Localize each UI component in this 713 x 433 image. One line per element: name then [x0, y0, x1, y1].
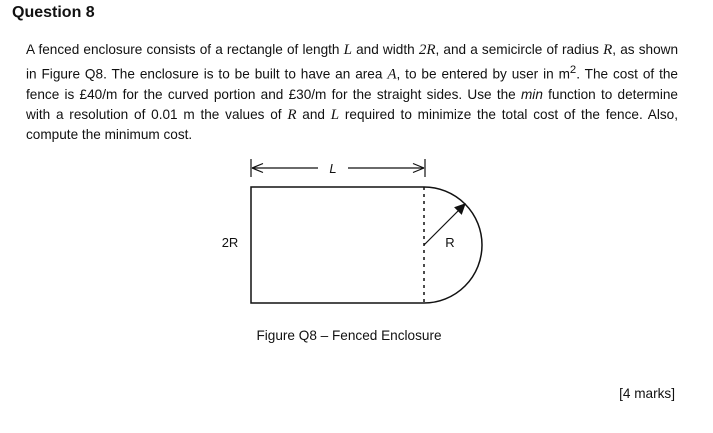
text-part: A fenced enclosure consists of a rectangle of length — [26, 42, 344, 57]
text-part: . The cost of the fence is £40/m for the curved portion and £30/m for the straight sides. Use the — [26, 66, 678, 102]
text-part: required to minimize the total cost of the fence. Also, compute the minimum cost. — [26, 107, 678, 143]
question-heading: Question 8 — [12, 4, 95, 21]
width-label: 2R — [221, 235, 239, 250]
math-radius-var: R — [603, 42, 613, 58]
figure-caption-text: Figure Q8 – Fenced Enclosure — [256, 328, 442, 343]
min-function-name: min — [520, 86, 543, 102]
superscript-two: 2 — [569, 64, 577, 77]
enclosure-figure — [200, 150, 510, 320]
question-text — [26, 40, 678, 146]
math-area-var: A — [387, 66, 397, 83]
length-label: L — [329, 161, 337, 176]
text-part: , to be entered by user in m — [396, 66, 570, 82]
radius-label: R — [445, 235, 455, 250]
text-part: function to determine with a resolution of 0.01 m the values of — [26, 86, 678, 123]
text-part: , and a semicircle of radius — [435, 42, 604, 57]
figure-caption — [0, 328, 713, 343]
math-length-var: L — [343, 42, 352, 58]
text-part: and — [296, 107, 331, 123]
marks-label: [4 marks] — [619, 386, 675, 401]
text-part: , as shown in Figure Q8. The enclosure is to be built to have an area — [26, 42, 679, 82]
math-width-var: 2R — [418, 42, 436, 58]
math-radius-var: R — [287, 107, 297, 124]
rectangle-sides — [251, 187, 424, 303]
text-part: and width — [351, 42, 419, 57]
math-length-var: L — [330, 107, 340, 124]
